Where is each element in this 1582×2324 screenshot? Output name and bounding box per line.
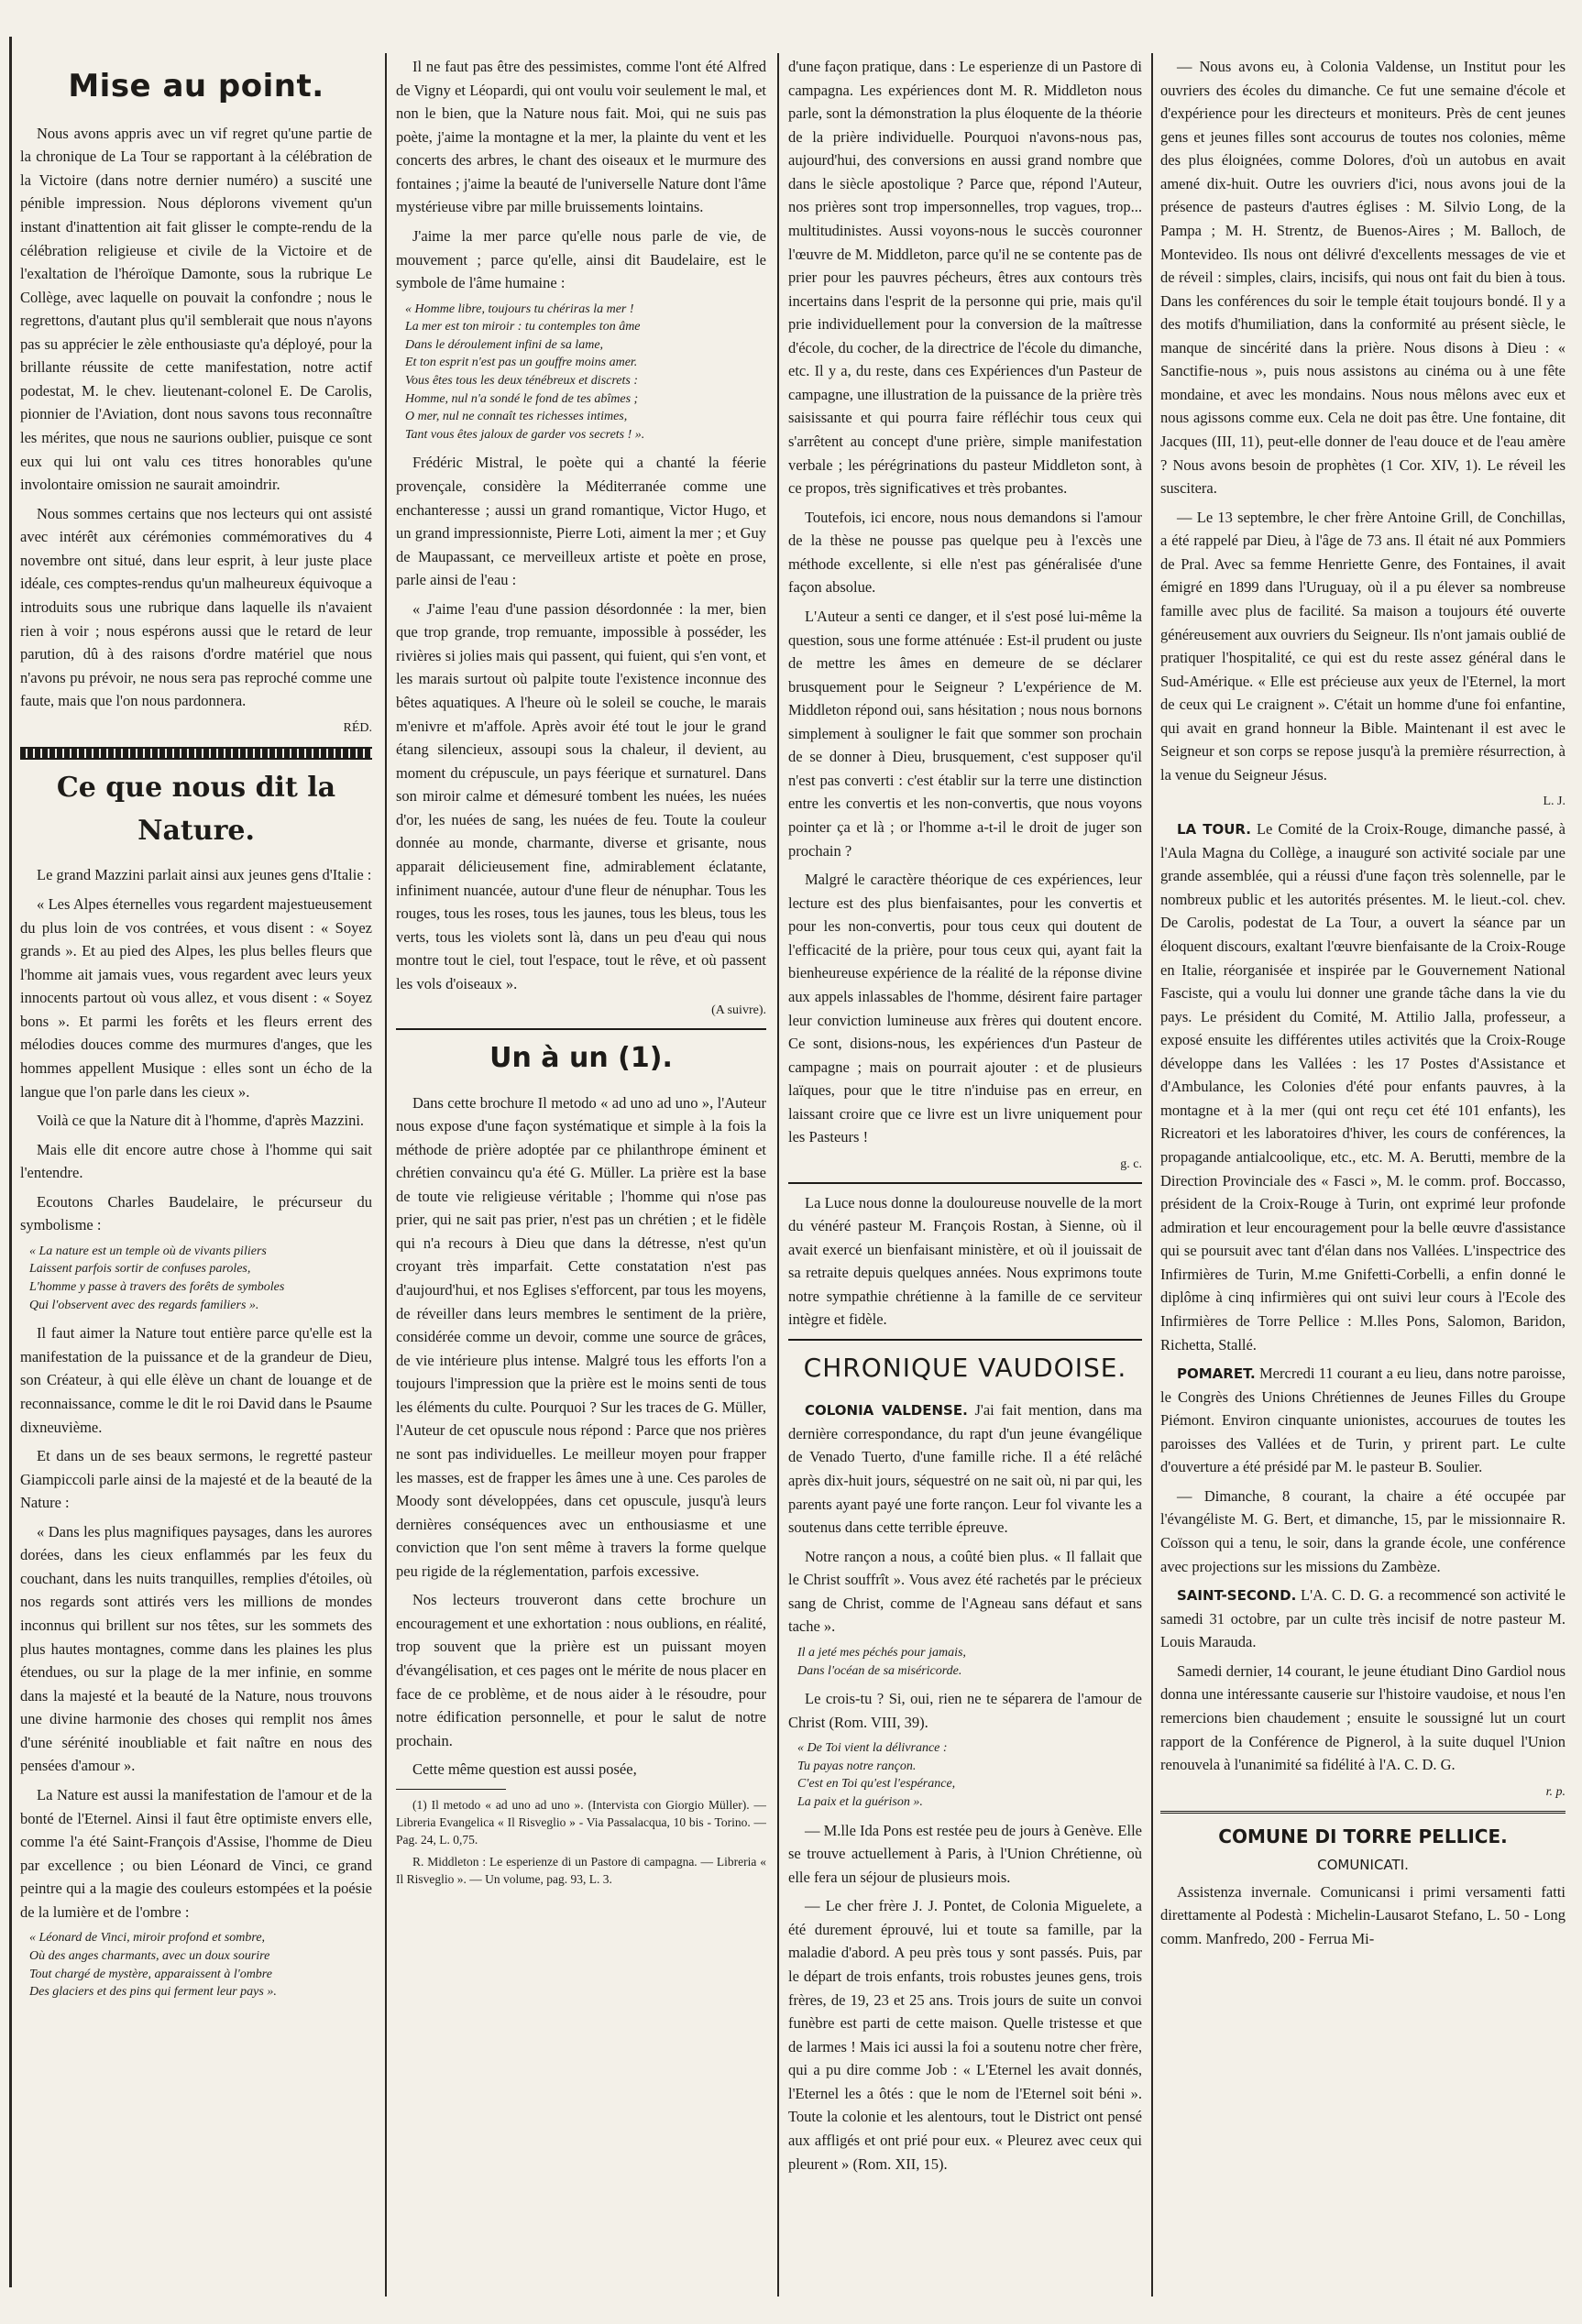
news-text: — Le cher frère J. J. Pontet, de Colonia Miguelete, a été durement éprouvé, lui et toute sa famille, par la maladie d'abord. A peu près tous y sont passés. Puis, par le départ de trois enfants, trois robustes jeunes gens, trois frères, de 19, 23 et 25 ans. Trois jours de suite un convoi funèbre est parti de cette maison. Quelle tristesse et que de larmes ! Mais ici aussi la foi a soutenu notre cher frère, qui a pu dire comme Job : « L'Eternel les avait donnés, l'Eternel les a ôtés : que le nom de l'Eternel soit béni ». Toute la colonie et les alentours, tout le District ont pensé aux affligés et ont prié pour eux. « Pleurez avec ceux qui pleurent » (Rom. XII, 15). [788, 1897, 1142, 2173]
section-divider [788, 1182, 1142, 1184]
article-paragraph: Voilà ce que la Nature dit à l'homme, d'après Mazzini. [37, 1112, 365, 1130]
poem-line: Dans le déroulement infini de sa lame, [405, 337, 604, 352]
place-heading: SAINT-SECOND. [1177, 1587, 1297, 1605]
headline-un-a-un: Un à un (1). [489, 1042, 673, 1074]
column-rule [777, 53, 779, 2297]
place-heading: LA TOUR. [1177, 821, 1251, 839]
poem-quote [29, 1929, 372, 2001]
poem-line: Il a jeté mes péchés pour jamais, [797, 1645, 966, 1660]
article-paragraph: La Nature est aussi la manifestation de l'amour et de la bonté de l'Eternel. Ainsi il faut être optimiste envers elle, comme l'a été Saint-François d'Assise, l'homme de Dieu par excellence ; ou bien Léonard de Vinci, ce grand peintre qui a la magie des couleurs estompées et la poésie de la lumière et de l'ombre : [20, 1785, 372, 1921]
news-text: — Le 13 septembre, le cher frère Antoine Grill, de Conchillas, a été rappelé par Dieu, à l'âge de 73 ans. Il était né aux Pommiers de Pral. Avec sa femme Henriette Genre, des Fontaines, il avait émigré en 1899 dans l'Uruguay, où il a pu élever sa nombreuse famille avec plus de facilité. Sa maison a toujours été ouverte généreusement aux ouvriers du Seigneur. Ils n'ont jamais oublié de pratiquer l'hospitalité, ce qui est du reste assez général dans le Sud-Amérique. « Elle est précieuse aux yeux de l'Eternel, la mort de ceux qui Le craignent ». C'était un homme d'une foi enfantine, qui avait en grand honneur la Bible. Maintenant il est avec le Seigneur et son corps se repose jusqu'à la première résurrection, à la venue du Seigneur Jésus. [1160, 508, 1566, 784]
article-paragraph: Toutefois, ici encore, nous nous demandons si l'amour de la thèse ne pousse pas quelque peu à l'excès une méthode excellente, si elle n'est pas généralisée d'une façon absolue. [788, 508, 1142, 597]
article-paragraph: J'aime la mer parce qu'elle nous parle de vie, de mouvement ; parce qu'elle, ainsi dit Baudelaire, est le symbole de l'âme humaine : [396, 226, 766, 292]
article-paragraph: Frédéric Mistral, le poète qui a chanté la féerie provençale, considère la Méditerranée comme une enchanteresse ; aussi un grand romantique, Victor Hugo, et un grand impressionniste, Pierre Loti, aiment la mer ; et Guy de Maupassant, ce merveilleux artiste et poète en prose, parle ainsi de l'eau : [396, 454, 766, 589]
section-divider [20, 747, 372, 760]
headline-mise-au-point: Mise au point. [68, 68, 324, 104]
article-paragraph: Nous sommes certains que nos lecteurs qui ont assisté avec intérêt aux cérémonies commémoratives du 4 novembre ont situé, dans leur esprit, à leur juste place idéale, ces comptes-rendus qu'un malheureux équivoque a introduits sous une rubrique dans laquelle ils n'avaient rien à voir ; nous espérons aussi que le retard de leur parution, dû à des raisons d'ordre matériel que nous n'avons pu prévoir, ne nous sera pas reproché comme une faute, mais que l'on nous pardonnera. [20, 504, 372, 710]
article-paragraph: « Dans les plus magnifiques paysages, dans les aurores dorées, dans les cieux enflammés par les feux du couchant, dans les nuits tranquilles, remplies d'étoiles, où nos regards sont attirés vers les millions de mondes inconnus qui brillent sur nos têtes, sur les sommets des plus hautes montagnes, comme dans les plaines les plus étendues, ou sur la plage de la mer infinie, en somme dans la majesté et la beauté de la Nature, nous trouvons une divine harmonie des choses qui remplit nos âmes d'une sérénité inoubliable et fait naître en nous des pensées d'amour ». [20, 1522, 372, 1775]
article-paragraph: Il faut aimer la Nature tout entière parce qu'elle est la manifestation de la puissance et de la grandeur de Dieu, son Créateur, à qui elle élève un chant de louange et de reconnaissance, comme le dit le roi David dans le Psaume dixneuvième. [20, 1324, 372, 1436]
column-rule [1151, 53, 1153, 2297]
news-text: Notre rançon a nous, a coûté bien plus. « Il fallait que le Christ souffrît ». Vous avez été rachetés par le précieux sang de Christ, comme de l'Agneau sans défaut et sans tache ». [788, 1547, 1142, 1636]
poem-line: Des glaciers et des pins qui ferment leur pays ». [29, 1985, 277, 2000]
column-3 [788, 55, 1142, 2297]
article-paragraph: Nous avons appris avec un vif regret qu'une partie de la chronique de La Tour se rapportant à la célébration de la Victoire (dans notre dernier numéro) a suscité une pénible impression. Nous déplorons vivement qu'un instant d'inattention ait fait glisser le compte-rendu de la célébration religieuse et civile de la Victoire et de l'exaltation de l'héroïque Damonte, sous la rubrique Le Collège, avec laquelle on pouvait la confondre ; nous le regrettons, d'autant plus qu'il semblerait que nous n'ayons pas su apprécier le zèle enthousiaste qu'a déployé, pour la brillante réussite de cette manifestation, notre actif podestat, M. le chev. lieutenant-colonel E. De Carolis, pionnier de l'Aviation, dont nous savons tous reconnaître les mérites, que nous ne saurions oublier, puisque ce sont eux qui lui ont valu ces titres honorables qu'une involontaire omission ne saurait amoindrir. [20, 124, 372, 494]
poem-line: La mer est ton miroir : tu contemples ton âme [405, 320, 641, 334]
poem-line: « Homme libre, toujours tu chériras la mer ! [405, 301, 634, 316]
obituary-notice: La Luce nous donne la douloureuse nouvelle de la mort du vénéré pasteur M. François Rostan, à Sienne, où il avait exercé un bienfaisant ministère, et où il jouissait de sa retraite depuis quelques années. Nous exprimons toute notre sympathie chrétienne à la famille de ce serviteur intègre et fidèle. [788, 1193, 1142, 1329]
poem-quote [29, 1243, 372, 1314]
page-binding-edge [9, 37, 12, 2287]
poem-line: « De Toi vient la délivrance : [797, 1741, 948, 1756]
article-paragraph: Il ne faut pas être des pessimistes, comme l'ont été Alfred de Vigny et Léopardi, qui ont voulu voir seulement le mal, et non le bien, que la Nature nous fait. Moi, qui ne suis pas poète, j'aime la montagne et la mer, la plainte du vent et les concerts des arbres, le chant des oiseaux et le murmure des fontaines ; j'aime la beauté de l'universelle Nature dont l'âme mystérieuse vibre par mille bruissements lointains. [396, 58, 766, 216]
footnote: R. Middleton : Le esperienze di un Pastore di campagna. — Libreria « Il Risveglio ». — Un volume, pag. 93, L. 3. [396, 1855, 766, 1887]
news-text: Le Comité de la Croix-Rouge, dimanche passé, à l'Aula Magna du Collège, a inauguré son activité sociale par une grande assemblée, qui a réussi d'une façon très solennelle, par le nombreux public et les autorités présentes. M. le lieut.-col. chev. De Carolis, podestat de La Tour, a ouvert la séance par un éloquent discours, exaltant l'œuvre bienfaisante de la Croix-Rouge en Italie, réorganisée et inspirée par le Gouvernement National Fasciste, qui a voulu lui donner une grande tâche dans la vie du pays. Le président du Comité, M. Attilio Jalla, professeur, a exposé ensuite les différentes utiles activités que la Croix-Rouge développe dans les Vallées : les 17 Postes d'Assistance et d'Ambulance, les Colonies d'été pour enfants pauvres, à la montagne et à la mer (qui ont reçu cet été 101 enfants), les Ricreatori et les laboratoires d'hiver, les cours de conférences, la propagande antialcoolique, etc., etc. M. A. Berutti, membre de la Direction Provinciale des « Fasci », M. le comm. prof. Boccasso, président de la Croix-Rouge à Turin, ont exprimé leur profonde admiration et leur encouragement pour la belle œuvre d'assistance qui se poursuit avec tant d'élan dans nos Vallées. L'inspectrice des Infirmières de Turin, M.me Gnifetti-Corbelli, a enfin donné le diplôme à cinq infirmières qui ont suivi leur cours à l'Ecole des Infirmières de Torre Pellice : M.lles Pons, Salomon, Baridon, Richetta, Stallé. [1160, 820, 1566, 1354]
article-paragraph: « J'aime l'eau d'une passion désordonnée : la mer, bien que trop grande, trop remuante, impossible à posséder, les rivières si jolies mais qui passent, qui fuient, qui s'en vont, et les marais surtout où palpite toute l'existence inconnue des bêtes aquatiques. A l'heure où le soleil se couche, le marais m'enivre et m'affole. Après avoir été tout le jour le grand étang silencieux, assoupi sous la chaleur, il devient, au moment du crépuscule, un pays féerique et surnaturel. Dans son miroir calme et démesuré tombent les nuées, les nuées d'or, les nuées de sang, les nuées de feu. Toute la couleur donnée au monde, charmante, diverse et grisante, nous apparait délicieusement fine, admirablement éclatante, infiniment nuancée, autour d'une fleur de nénuphar. Tous les rouges, tous les roses, tous les jaunes, tous les bleus, tous les verts, tous les violets sont là, dans un peu d'eau qui nous montre tout le ciel, tout l'espace, tout le rêve, et où passent les vols d'oiseaux ». [396, 599, 766, 992]
column-4 [1160, 55, 1566, 2297]
poem-line: L'homme y passe à travers des forêts de symboles [29, 1280, 285, 1295]
news-text: L'A. C. D. G. a recommencé son activité le samedi 31 octobre, par un culte très incisif de notre pasteur M. Louis Marauda. [1160, 1586, 1566, 1651]
signature: r. p. [1545, 1784, 1566, 1799]
footnote-divider [396, 1789, 506, 1790]
article-paragraph: « Les Alpes éternelles vous regardent majestueusement du plus loin de vos contrées, et vous disent : « Soyez grands ». Et au pied des Alpes, les plus belles fleurs que l'homme ait jamais vues, vous regardent avec leurs yeux innocents partout où vous allez, et vous disent : « Soyez bons ». Et parmi les forêts et les fleurs errent des mélodies douces comme des murmures d'anges, que les hommes appellent Musique : elles sont un écho de la langue que l'on parle dans les cieux ». [20, 895, 372, 1101]
article-paragraph: Nos lecteurs trouveront dans cette brochure un encouragement et une exhortation : nous oublions, en réalité, trop souvent que la prière est un puissant moyen d'évangélisation, et ces pages ont le mérite de nous placer en face de ce problème, et de nous aider à le résoudre, pour notre édification personnelle, et pour le salut de notre prochain. [396, 1591, 766, 1749]
poem-quote [797, 1739, 1142, 1811]
news-text: — M.lle Ida Pons est restée peu de jours à Genève. Elle se trouve actuellement à Paris, à l'Union Chrétienne, où elle fera un séjour de plusieurs mois. [788, 1821, 1142, 1886]
section-divider [396, 1028, 766, 1030]
poem-quote [405, 301, 766, 444]
column-1 [20, 55, 372, 2297]
poem-line: Laissent parfois sortir de confuses paroles, [29, 1262, 251, 1277]
article-paragraph: Ecoutons Charles Baudelaire, le précurseur du symbolisme : [20, 1192, 372, 1234]
poem-line: Tant vous êtes jaloux de garder vos secrets ! ». [405, 427, 645, 442]
section-divider [1160, 1811, 1566, 1814]
article-paragraph: Dans cette brochure Il metodo « ad uno ad uno », l'Auteur nous expose d'une façon systématique et simple à la fois la méthode de prière adoptée par ce philanthrope éminent et chrétien convaincu qu'a été G. Müller. La prière est la base de toute vie religieuse véritable ; l'homme qui n'ose pas prier, qui ne sait pas prier, n'est pas un chrétien ; et le fidèle qui n'a recours à Dieu que dans la détresse, n'est qu'un croyant très imparfait. Cette constatation n'est pas d'aujourd'hui, et nos Eglises s'efforcent, par tous les moyens, de réveiller dans leurs membres le sentiment de la prière, considérée comme un devoir, comme une source de grâces, de vie intérieure plus intense. Malgré tous les efforts l'on a toujours l'impression que la prière est le moins senti de tous les éléments du culte. Pourquoi ? Sur les traces de G. Müller, l'Auteur de cet opuscule nous répond : Parce que nos prières ne sont pas individuelles. Le meilleur moyen pour frapper les masses, est de frapper les âmes une à une. Ces paroles de Moody sont développées, dans cet opuscule, jusqu'à leurs dernières conséquences avec un enthousiasme et une conviction que l'on sent même à travers la forme quelque peu rigide de la réglementation, parfois excessive. [396, 1093, 766, 1580]
poem-line: Dans l'océan de sa miséricorde. [797, 1663, 962, 1678]
section-divider [788, 1339, 1142, 1341]
signature: L. J. [1543, 795, 1566, 809]
poem-line: Vous êtes tous les deux ténébreux et discrets : [405, 374, 639, 388]
article-paragraph: Et dans un de ses beaux sermons, le regretté pasteur Giampiccoli parle ainsi de la majesté et de la beauté de la Nature : [20, 1447, 372, 1512]
news-text: — Dimanche, 8 courant, la chaire a été occupée par l'évangéliste M. G. Bert, et dimanche, 15, par le missionnaire R. Coïsson qui a tenu, le soir, dans la grande école, une conférence avec projections sur les missions du Zambèze. [1160, 1486, 1566, 1575]
subheading-comunicati: COMUNICATI. [1317, 1857, 1409, 1874]
poem-line: Où des anges charmants, avec un doux sourire [29, 1948, 270, 1963]
signature: RÉD. [343, 720, 372, 735]
news-text: Le crois-tu ? Si, oui, rien ne te séparera de l'amour de Christ (Rom. VIII, 39). [788, 1690, 1142, 1731]
column-rule [385, 53, 387, 2297]
poem-line: Homme, nul n'a sondé le fond de tes abîmes ; [405, 391, 639, 406]
news-text: Mercredi 11 courant a eu lieu, dans notre paroisse, le Congrès des Unions Chrétiennes de Jeunes Filles du Groupe Piémont. Environ cinquante unionistes, accourues de toutes les paroisses des Vallées et de Turin, y prirent part. Le culte d'ouverture a été présidé par M. le pasteur B. Soulier. [1160, 1365, 1566, 1476]
headline-chronique-vaudoise: CHRONIQUE VAUDOISE. [803, 1352, 1127, 1383]
column-2 [396, 55, 766, 2297]
news-text: Samedi dernier, 14 courant, le jeune étudiant Dino Gardiol nous donna une intéressante causerie sur l'histoire vaudoise, et nous l'en remercions bien chaudement ; ensuite le soussigné lut un court rapport de la Conférence de Pignerol, à la suite duquel l'Union renouvela à l'unanimité sa fidélité à l'A. C. D. G. [1160, 1661, 1566, 1774]
continued-note: (A suivre). [711, 1003, 766, 1018]
poem-line: « Léonard de Vinci, miroir profond et sombre, [29, 1931, 266, 1946]
article-paragraph: Le grand Mazzini parlait ainsi aux jeunes gens d'Italie : [37, 866, 372, 884]
article-paragraph: Malgré le caractère théorique de ces expériences, leur lecture est des plus bienfaisantes, pour les convertis et pour les non-convertis, pour tous ceux qui doutent de l'efficacité de la prière, pour tous ceux qui, ayant fait la bienheureuse expérience de la réalité de la réponse divine aux appels inlassables de l'homme, désirent faire partager leur conviction lumineuse aux frères qui doutent encore. Ce sont, disions-nous, les expériences d'un Pasteur de campagne ; mais on pourrait ajouter : et de plusieurs laïques, pour que le titre n'induise pas en erreur, en laissant croire que ce livre est un livre uniquement pour les Pasteurs ! [788, 871, 1142, 1146]
footnote: (1) Il metodo « ad uno ad uno ». (Intervista con Giorgio Müller). — Libreria Evangelica « Il Risveglio » - Via Passalacqua, 10 bis - Torino. — Pag. 24, L. 0,75. [396, 1797, 766, 1847]
news-text: — Nous avons eu, à Colonia Valdense, un Institut pour les ouvriers des écoles du dimanche. Ce fut une semaine d'école et d'expérience pour les directeurs et moniteurs. Près de cent jeunes gens et jeunes filles sont accourus de toutes nos colonies, même des plus éloignées, comme Dolores, d'où un autobus en avait amené dix-huit. Outre les ouvriers d'ici, nous avons joui de la présence de pasteurs d'autres églises : M. Silvio Long, de la Pampa ; M. H. Strentz, de Buenos-Aires ; M. Balloch, de Montevideo. Ils nous ont délivré d'excellents messages de vie et de réveil : simples, clairs, incisifs, qui nous ont fait du bien à tous. Dans les conférences du soir le temple était toujours bondé. Il y a des motifs d'humiliation, dans la conformité au présent siècle, le manque de sincérité dans la prière. Nous disons à Dieu : « Sanctifie-nous », puis nous assistons au cinéma ou à une fête mondaine, et avec les mondains. Nous nous mêlons avec eux et nous agissons comme eux. Cela ne doit pas être. Une fontaine, dit Jacques (III, 11), peut-elle donner de l'eau douce et de l'eau amère ? Nous avons besoin de prophètes (1 Cor. XIV, 1). Le réveil les suscitera. [1160, 58, 1566, 498]
place-heading: POMARET. [1177, 1365, 1256, 1383]
news-text: Assistenza invernale. Comunicansi i primi versamenti fatti direttamente al Podestà : Michelin-Lausarot Stefano, L. 50 - Long comm. Manfredo, 200 - Ferrua Mi- [1160, 1882, 1566, 1947]
poem-line: O mer, nul ne connaît tes richesses intimes, [405, 410, 628, 424]
headline-comune: COMUNE DI TORRE PELLICE. [1218, 1825, 1508, 1848]
article-paragraph: d'une façon pratique, dans : Le esperienze di un Pastore di campagna. Les expériences dont M. R. Middleton nous parle, sont la démonstration la plus éloquente de la théorie de la prière individuelle. Pourquoi n'avons-nous pas, aujourd'hui, des conversions en aussi grand nombre que dans le siècle apostolique ? Parce que, répond l'Auteur, nos prières sont trop impersonnelles, trop vagues, trop... multitudinistes. Aussi voyons-nous le succès couronner l'œuvre de M. Middleton, parce qu'il ne se contente pas de prier pour les pauvres pécheurs, êtres aux contours très incertains dans l'esprit de la personne qui prie, mais qu'il prie individuellement pour la conversion de la maîtresse d'école, du cocher, de la directrice de l'école du dimanche, etc. Il y a, du reste, dans ces Expériences d'un Pasteur de campagne, une illustration de la puissance de la prière très saisissante et qui pourra faire réfléchir tous ceux qui s'arrêtent au concept d'une prière, simple manifestation verbale ; les pérégrinations du pasteur Middleton sont, à ce propos, très significatives et très probantes. [788, 58, 1142, 498]
poem-line: Tout chargé de mystère, apparaissent à l'ombre [29, 1967, 272, 1981]
poem-quote [797, 1644, 1142, 1680]
article-paragraph: Cette même question est aussi posée, [412, 1760, 637, 1779]
place-heading: COLONIA VALDENSE. [805, 1402, 968, 1420]
article-paragraph: Mais elle dit encore autre chose à l'homme qui sait l'entendre. [20, 1140, 372, 1182]
news-text: J'ai fait mention, dans ma dernière correspondance, du rapt d'un jeune évangélique de Venado Tuerto, d'une famille riche. Il a été relâché après dix-huit jours, séquestré on ne sait où, ni par qui, les parents ayant payé une forte rançon. Leur fol vivante les a soutenus dans cette terrible épreuve. [788, 1401, 1142, 1537]
article-paragraph: L'Auteur a senti ce danger, et il s'est posé lui-même la question, sous une forme atténuée : Est-il prudent ou juste de mettre les âmes en demeure de se déclarer brusquement pour le Seigneur ? L'expérience de M. Middleton répond oui, sans hésitation ; nous nous bornons simplement à souligner le fait que sommer son prochain de se donner à Dieu, brusquement, c'est supposer qu'il n'est pas converti : c'est établir sur la terre une distinction entre les convertis et les non-convertis, que nous voyons pointer ça et là ; or l'homme a-t-il le droit de juger son prochain ? [788, 607, 1142, 860]
poem-line: « La nature est un temple où de vivants piliers [29, 1244, 267, 1258]
poem-line: Qui l'observent avec des regards familiers ». [29, 1298, 259, 1312]
poem-line: C'est en Toi qu'est l'espérance, [797, 1777, 956, 1792]
headline-nature: Ce que nous dit la Nature. [56, 772, 336, 847]
signature: g. c. [1120, 1157, 1142, 1171]
poem-line: Tu payas notre rançon. [797, 1759, 917, 1773]
poem-line: La paix et la guérison ». [797, 1795, 923, 1810]
poem-line: Et ton esprit n'est pas un gouffre moins amer. [405, 356, 638, 370]
